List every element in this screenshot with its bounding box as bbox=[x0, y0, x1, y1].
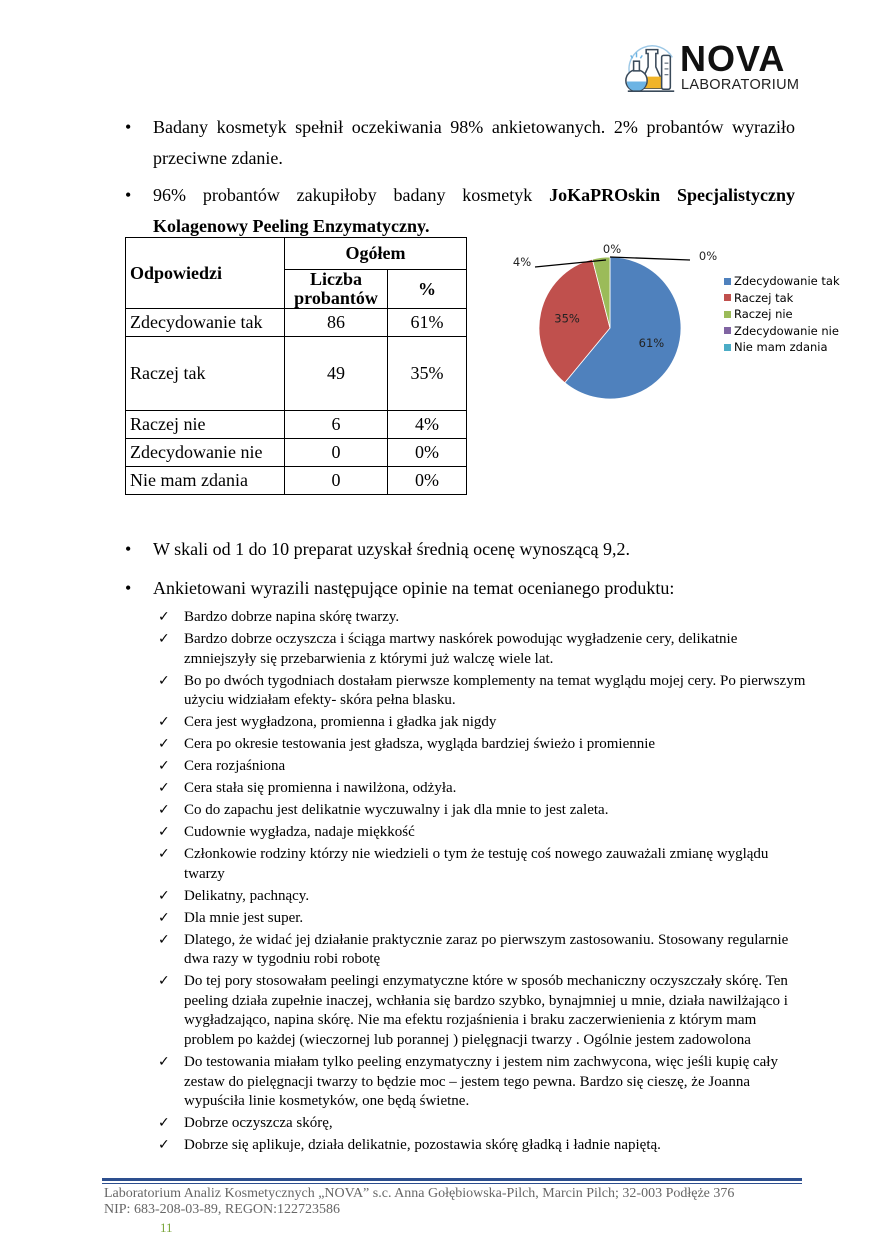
opinion-text: Cera jest wygładzona, promienna i gładka jak nigdy bbox=[184, 714, 497, 731]
opinion-item bbox=[158, 909, 808, 929]
checkmark-icon: ✓ bbox=[158, 909, 170, 926]
legend-item bbox=[724, 273, 840, 290]
checkmark-icon: ✓ bbox=[158, 630, 170, 647]
opinions-bullet-wrap bbox=[125, 576, 795, 600]
opinion-item bbox=[158, 845, 808, 884]
data-label: 4% bbox=[512, 255, 532, 269]
logo-subtitle: LABORATORIUM bbox=[681, 77, 800, 93]
opinion-text: Cera po okresie testowania jest gładsza, wygląda bardziej świeżo i promiennie bbox=[184, 736, 656, 753]
table-row bbox=[126, 337, 467, 411]
legend-label: Raczej tak bbox=[734, 290, 794, 305]
opinion-item bbox=[158, 931, 808, 970]
header-answer: Odpowiedzi bbox=[126, 238, 285, 309]
checkmark-icon: ✓ bbox=[158, 887, 170, 904]
percent-cell: 0% bbox=[388, 439, 467, 467]
footer-divider-thin bbox=[102, 1183, 802, 1184]
opinion-item bbox=[158, 801, 808, 821]
checkmark-icon: ✓ bbox=[158, 714, 170, 731]
opinions-list bbox=[158, 608, 808, 1158]
opinion-item bbox=[158, 779, 808, 799]
legend-label: Raczej nie bbox=[734, 307, 793, 321]
bullet-icon: • bbox=[125, 185, 132, 205]
opinion-text: Cera rozjaśniona bbox=[184, 758, 286, 775]
checkmark-icon: ✓ bbox=[158, 1053, 170, 1070]
opinion-text: Dobrze oczyszcza skórę, bbox=[184, 1115, 333, 1132]
opinion-text: Bo po dwóch tygodniach dostałam pierwsze komplementy na temat wyglądu mojej cery. Po pierwszym użyciu widziałam efekty- skóra pełna blasku. bbox=[184, 672, 806, 709]
checkmark-icon: ✓ bbox=[158, 824, 170, 841]
answer-cell: Raczej tak bbox=[126, 337, 285, 411]
opinion-text: Dla mnie jest super. bbox=[184, 909, 304, 926]
header-count: Liczba probantów bbox=[285, 270, 388, 309]
opinion-text: Cudownie wygładza, nadaje miękkość bbox=[184, 824, 415, 841]
checkmark-icon: ✓ bbox=[158, 736, 170, 753]
legend-label: Zdecydowanie tak bbox=[734, 274, 840, 288]
legend-swatch bbox=[724, 294, 731, 301]
legend-swatch bbox=[724, 327, 731, 334]
header-percent: % bbox=[388, 270, 467, 309]
data-label: 61% bbox=[638, 335, 665, 350]
opinion-item bbox=[158, 735, 808, 755]
opinion-item bbox=[158, 823, 808, 843]
legend-label: Zdecydowanie nie bbox=[734, 323, 839, 338]
answer-cell: Zdecydowanie nie bbox=[126, 439, 285, 467]
opinion-text: Delikatny, pachnący. bbox=[184, 887, 310, 904]
count-cell: 6 bbox=[285, 411, 388, 439]
table-row bbox=[126, 439, 467, 467]
nova-logo bbox=[622, 38, 800, 98]
checkmark-icon: ✓ bbox=[158, 1137, 170, 1154]
percent-cell: 35% bbox=[388, 337, 467, 411]
opinion-text: Bardzo dobrze oczyszcza i ściąga martwy naskórek powodując wygładzenie cery, delikatnie zmniejszyły się przebarwienia z którymi już walczę wiele lat. bbox=[184, 630, 738, 667]
lab-flask-icon bbox=[622, 38, 680, 96]
opinion-item bbox=[158, 757, 808, 777]
footer-divider bbox=[102, 1178, 802, 1181]
bullet-text: 96% probantów zakupiłoby badany kosmetyk bbox=[153, 185, 550, 205]
opinion-text: Do testowania miałam tylko peeling enzymatyczny i jestem nim zachwycona, więc jeśli kupię cały zestaw do pielęgnacji twarzy to będzie moc – jestem tego pewna. Bardzo się cieszę, że Joanna wypuściła linie kosmetyków, one będą świetne. bbox=[184, 1053, 778, 1110]
opinion-item bbox=[158, 630, 808, 669]
opinion-item bbox=[158, 887, 808, 907]
checkmark-icon: ✓ bbox=[158, 758, 170, 775]
checkmark-icon: ✓ bbox=[158, 609, 170, 625]
count-cell: 0 bbox=[285, 467, 388, 495]
bullet-expectations bbox=[125, 112, 795, 174]
bullet-icon: • bbox=[125, 117, 132, 137]
product-name: JoKaPROskin Specjalistyczny Kolagenowy Peeling Enzymatyczny. bbox=[153, 185, 795, 236]
opinion-item bbox=[158, 672, 808, 711]
table-row bbox=[126, 309, 467, 337]
logo-name: NOVA bbox=[680, 38, 786, 79]
percent-cell: 0% bbox=[388, 467, 467, 495]
checkmark-icon: ✓ bbox=[158, 1115, 170, 1132]
count-cell: 0 bbox=[285, 439, 388, 467]
page-number: 11 bbox=[160, 1220, 173, 1235]
data-label: 0% bbox=[698, 249, 718, 263]
legend-item bbox=[724, 290, 840, 307]
checkmark-icon: ✓ bbox=[158, 973, 170, 990]
opinion-item bbox=[158, 608, 808, 628]
legend-swatch bbox=[724, 278, 731, 285]
checkmark-icon: ✓ bbox=[158, 780, 170, 797]
bullet-text: Ankietowani wyrazili następujące opinie na temat ocenianego produktu: bbox=[153, 578, 675, 598]
opinion-text: Dlatego, że widać jej działanie praktycznie zaraz po pierwszym zastosowaniu. Stosowany regularnie dwa razy w tygodniu robi robotę bbox=[184, 931, 789, 968]
legend-swatch bbox=[724, 311, 731, 318]
bullet-icon: • bbox=[125, 539, 132, 559]
footer-address: Laboratorium Analiz Kosmetycznych „NOVA” s.c. Anna Gołębiowska-Pilch, Marcin Pilch; 32-003 Podłęże 376 bbox=[104, 1186, 735, 1201]
answer-cell: Zdecydowanie tak bbox=[126, 309, 285, 337]
checkmark-icon: ✓ bbox=[158, 672, 170, 689]
bullet-opinions bbox=[125, 576, 795, 600]
checkmark-icon: ✓ bbox=[158, 931, 170, 948]
legend-label: Nie mam zdania bbox=[734, 340, 828, 354]
data-label: 0% bbox=[602, 242, 622, 256]
opinion-text: Bardzo dobrze napina skórę twarzy. bbox=[184, 609, 400, 625]
bullet-purchase bbox=[125, 180, 795, 242]
legend-item bbox=[724, 323, 840, 340]
opinion-text: Cera stała się promienna i nawilżona, odżyła. bbox=[184, 780, 457, 797]
opinion-item bbox=[158, 1053, 808, 1112]
answer-cell: Raczej nie bbox=[126, 411, 285, 439]
answer-cell: Nie mam zdania bbox=[126, 467, 285, 495]
checkmark-icon: ✓ bbox=[158, 802, 170, 819]
opinion-item bbox=[158, 713, 808, 733]
bullet-icon: • bbox=[125, 578, 132, 598]
bullet-rating bbox=[125, 537, 795, 561]
table-row bbox=[126, 467, 467, 495]
opinion-text: Co do zapachu jest delikatnie wyczuwalny i jak dla mnie to jest zaleta. bbox=[184, 802, 609, 819]
table-row bbox=[126, 411, 467, 439]
bullet-text: W skali od 1 do 10 preparat uzyskał średnią ocenę wynoszącą 9,2. bbox=[153, 539, 631, 559]
opinion-text: Członkowie rodziny którzy nie wiedzieli o tym że testuję coś nowego zauważali zmianę wyglądu twarzy bbox=[184, 846, 769, 882]
percent-cell: 61% bbox=[388, 309, 467, 337]
summary-bullets bbox=[125, 112, 795, 248]
checkmark-icon: ✓ bbox=[158, 846, 170, 863]
results-table bbox=[125, 237, 467, 495]
percent-cell: 4% bbox=[388, 411, 467, 439]
footer bbox=[104, 1186, 734, 1218]
chart-legend bbox=[724, 273, 840, 356]
legend-item bbox=[724, 339, 840, 356]
footer-tax-ids: NIP: 683-208-03-89, REGON:122723586 bbox=[104, 1202, 341, 1217]
legend-item bbox=[724, 306, 840, 323]
rating-bullet-wrap bbox=[125, 537, 795, 561]
legend-swatch bbox=[724, 344, 731, 351]
opinion-item bbox=[158, 972, 808, 1050]
opinion-item bbox=[158, 1114, 808, 1134]
bullet-text: Badany kosmetyk spełnił oczekiwania 98% ankietowanych. 2% probantów wyraziło przeciwne zdanie. bbox=[153, 117, 795, 168]
opinion-item bbox=[158, 1136, 808, 1156]
data-label: 35% bbox=[554, 311, 580, 326]
header-overall: Ogółem bbox=[285, 238, 467, 270]
count-cell: 86 bbox=[285, 309, 388, 337]
opinion-text: Do tej pory stosowałam peelingi enzymatyczne które w sposób mechaniczny oczyszczały skórę. Ten peeling działa zupełnie inaczej, wchłania się bardzo szybko, bynajmniej u mnie, działa nawilżająco i wygładzająco, napina skórę. Nie ma efektu rozjaśnienia i braku zaczerwienienia z którym mam problem po każdej (wieczornej lub porannej ) pielęgnacji twarzy . Ogólnie jestem zadowolona bbox=[184, 973, 788, 1048]
opinion-text: Dobrze się aplikuje, działa delikatnie, pozostawia skórę gładką i ładnie napiętą. bbox=[184, 1137, 661, 1154]
count-cell: 49 bbox=[285, 337, 388, 411]
